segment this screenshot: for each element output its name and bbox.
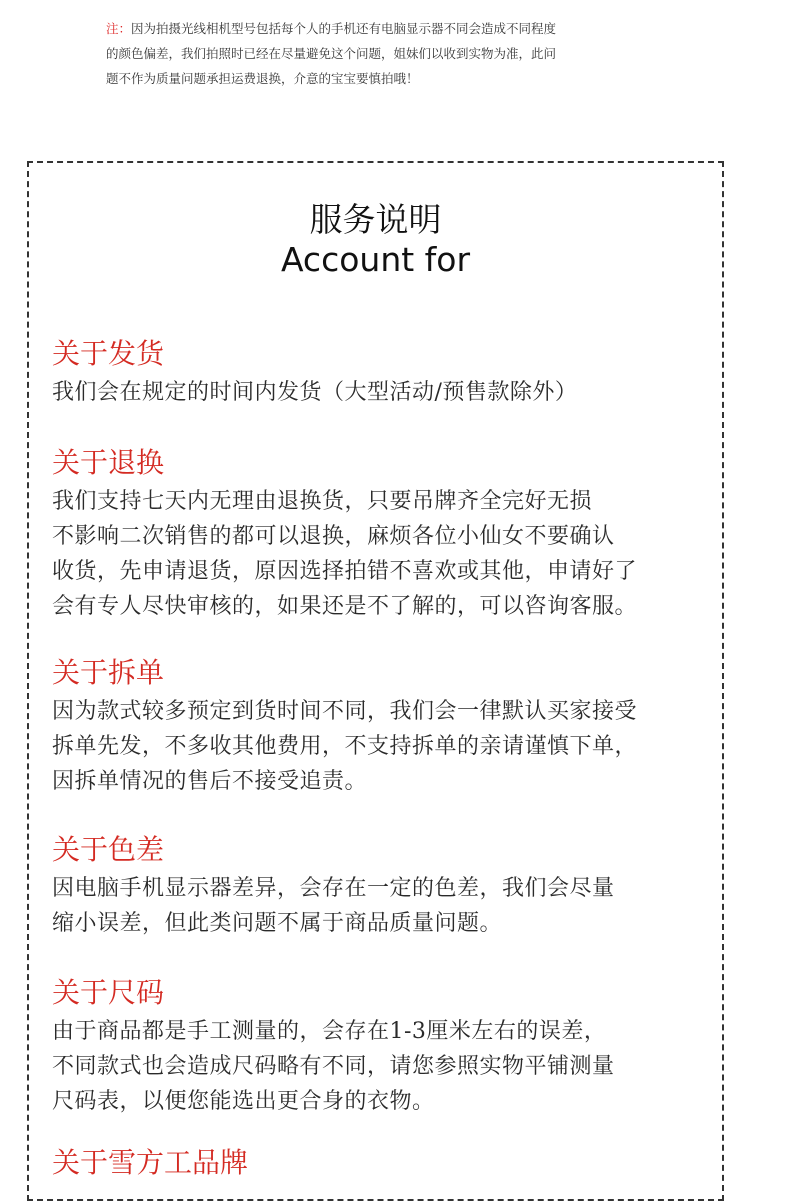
section-title: 关于雪方工品牌 — [52, 1146, 249, 1179]
section-split-order — [52, 656, 722, 799]
section-shipping — [52, 337, 722, 410]
section-returns — [52, 446, 722, 624]
section-line: 我们支持七天内无理由退换货，只要吊牌齐全完好无损 — [52, 489, 593, 514]
section-line: 因为款式较多预定到货时间不同，我们会一律默认买家接受 — [52, 699, 638, 724]
section-size — [52, 976, 722, 1119]
section-line: 因拆单情况的售后不接受追责。 — [52, 769, 368, 794]
notice-line: 题不作为质量问题承担运费退换，介意的宝宝要慎拍哦！ — [106, 71, 419, 86]
section-title: 关于退换 — [52, 446, 165, 479]
notice-label: 注： — [106, 21, 132, 36]
section-line: 拆单先发，不多收其他费用，不支持拆单的亲请谨慎下单， — [52, 734, 638, 759]
page-subtitle: Account for — [280, 240, 471, 279]
section-title: 关于尺码 — [52, 976, 165, 1009]
notice-text — [106, 16, 666, 91]
section-line: 收货，先申请退货，原因选择拍错不喜欢或其他，申请好了 — [52, 559, 638, 584]
section-title: 关于发货 — [52, 337, 165, 370]
notice-line: 因为拍摄光线相机型号包括每个人的手机还有电脑显示器不同会造成不同程度 — [131, 21, 557, 36]
section-line: 由于商品都是手工测量的，会存在1-3厘米左右的误差， — [52, 1019, 607, 1044]
section-line: 尺码表，以便您能选出更合身的衣物。 — [52, 1089, 435, 1114]
section-line: 不同款式也会造成尺码略有不同，请您参照实物平铺测量 — [52, 1054, 615, 1079]
section-line: 我们会在规定的时间内发货（大型活动/预售款除外） — [52, 380, 578, 405]
section-title: 关于色差 — [52, 833, 165, 866]
section-line: 缩小误差，但此类问题不属于商品质量问题。 — [52, 911, 503, 936]
section-color-difference — [52, 833, 722, 941]
section-title: 关于拆单 — [52, 656, 165, 689]
section-brand — [52, 1146, 722, 1180]
page-title: 服务说明 — [309, 200, 442, 239]
notice-line: 的颜色偏差，我们拍照时已经在尽量避免这个问题，姐妹们以收到实物为准，此问 — [106, 46, 557, 61]
section-line: 不影响二次销售的都可以退换，麻烦各位小仙女不要确认 — [52, 524, 615, 549]
section-line: 会有专人尽快审核的，如果还是不了解的，可以咨询客服。 — [52, 594, 638, 619]
section-line: 因电脑手机显示器差异，会存在一定的色差，我们会尽量 — [52, 876, 615, 901]
